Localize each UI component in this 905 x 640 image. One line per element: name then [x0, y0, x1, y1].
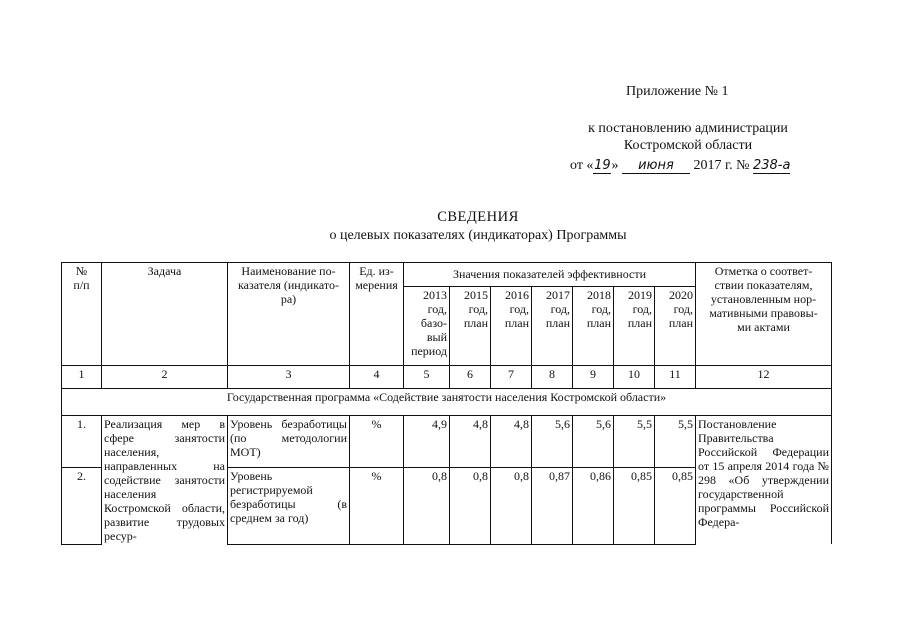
date-prefix: от «	[570, 158, 594, 173]
row-num: 2.	[62, 467, 102, 544]
section-title: Государственная программа «Содействие занятости населения Костромской области»	[62, 389, 832, 416]
row-value: 5,5	[614, 416, 655, 468]
row-value: 4,9	[404, 416, 450, 468]
row-value: 0,8	[404, 467, 450, 544]
row-indicator: Уровень регистрируемой безработицы (в среднем за год)	[228, 467, 350, 544]
year-2019: 2019 год, план	[614, 287, 655, 366]
date-day: 19	[594, 158, 611, 173]
resolution-line-1: к постановлению администрации	[588, 121, 788, 136]
col-number: 9	[573, 366, 614, 389]
date-year: 2017 г. №	[693, 158, 750, 173]
appendix-label: Приложение № 1	[626, 84, 729, 99]
column-numbers-row	[62, 366, 832, 389]
task-text: Реализация мер в сфере занятости населения, направленных на содействие занятости населения Костромской области, развитие трудовых ресур-	[102, 416, 228, 545]
row-indicator: Уровень безработицы (по методологии МОТ)	[228, 416, 350, 468]
row-value: 4,8	[491, 416, 532, 468]
year-2016: 2016 год, план	[491, 287, 532, 366]
resolution-line-2: Костромской области	[623, 138, 753, 153]
row-value: 0,85	[614, 467, 655, 544]
row-unit: %	[350, 416, 404, 468]
header-indicator: Наименование по- казателя (индикато- ра)	[228, 263, 350, 366]
col-number: 7	[491, 366, 532, 389]
row-value: 4,8	[450, 416, 491, 468]
col-number: 2	[102, 366, 228, 389]
row-value: 5,6	[532, 416, 573, 468]
section-row	[62, 389, 832, 416]
col-number: 11	[655, 366, 696, 389]
mark-text: Постановление Правительства Российской Федерации от 15 апреля 2014 года № 298 «Об утверждении государственной программы Российской Федера-	[696, 416, 832, 545]
header-values-group: Значения показателей эффективности	[404, 263, 696, 287]
year-2015: 2015 год, план	[450, 287, 491, 366]
table-row	[62, 416, 832, 468]
row-value: 0,85	[655, 467, 696, 544]
row-value: 5,6	[573, 416, 614, 468]
year-2013: 2013 год, базо- вый период	[404, 287, 450, 366]
row-value: 0,87	[532, 467, 573, 544]
header-mark: Отметка о соответ- ствии показателям, установленным нор- мативными правовы- ми актами	[696, 263, 832, 366]
row-unit: %	[350, 467, 404, 544]
col-number: 5	[404, 366, 450, 389]
header-unit: Ед. из- мерения	[350, 263, 404, 366]
col-number: 8	[532, 366, 573, 389]
date-month: июня	[622, 158, 690, 174]
header-num: № п/п	[62, 263, 102, 366]
col-number: 4	[350, 366, 404, 389]
indicators-table	[61, 262, 832, 545]
row-value: 0,86	[573, 467, 614, 544]
year-2017: 2017 год, план	[532, 287, 573, 366]
header-task: Задача	[102, 263, 228, 366]
row-value: 0,8	[491, 467, 532, 544]
row-value: 5,5	[655, 416, 696, 468]
header-row	[62, 263, 832, 287]
year-2020: 2020 год, план	[655, 287, 696, 366]
col-number: 10	[614, 366, 655, 389]
document-title: СВЕДЕНИЯ	[437, 209, 519, 225]
doc-number: 238-а	[752, 158, 791, 173]
row-value: 0,8	[450, 467, 491, 544]
col-number: 1	[62, 366, 102, 389]
document-subtitle: о целевых показателях (индикаторах) Программы	[329, 228, 627, 243]
year-2018: 2018 год, план	[573, 287, 614, 366]
col-number: 6	[450, 366, 491, 389]
date-sep: »	[611, 158, 619, 173]
col-number: 3	[228, 366, 350, 389]
resolution-reference	[553, 120, 823, 154]
col-number: 12	[696, 366, 832, 389]
date-line	[570, 158, 790, 174]
row-num: 1.	[62, 416, 102, 468]
